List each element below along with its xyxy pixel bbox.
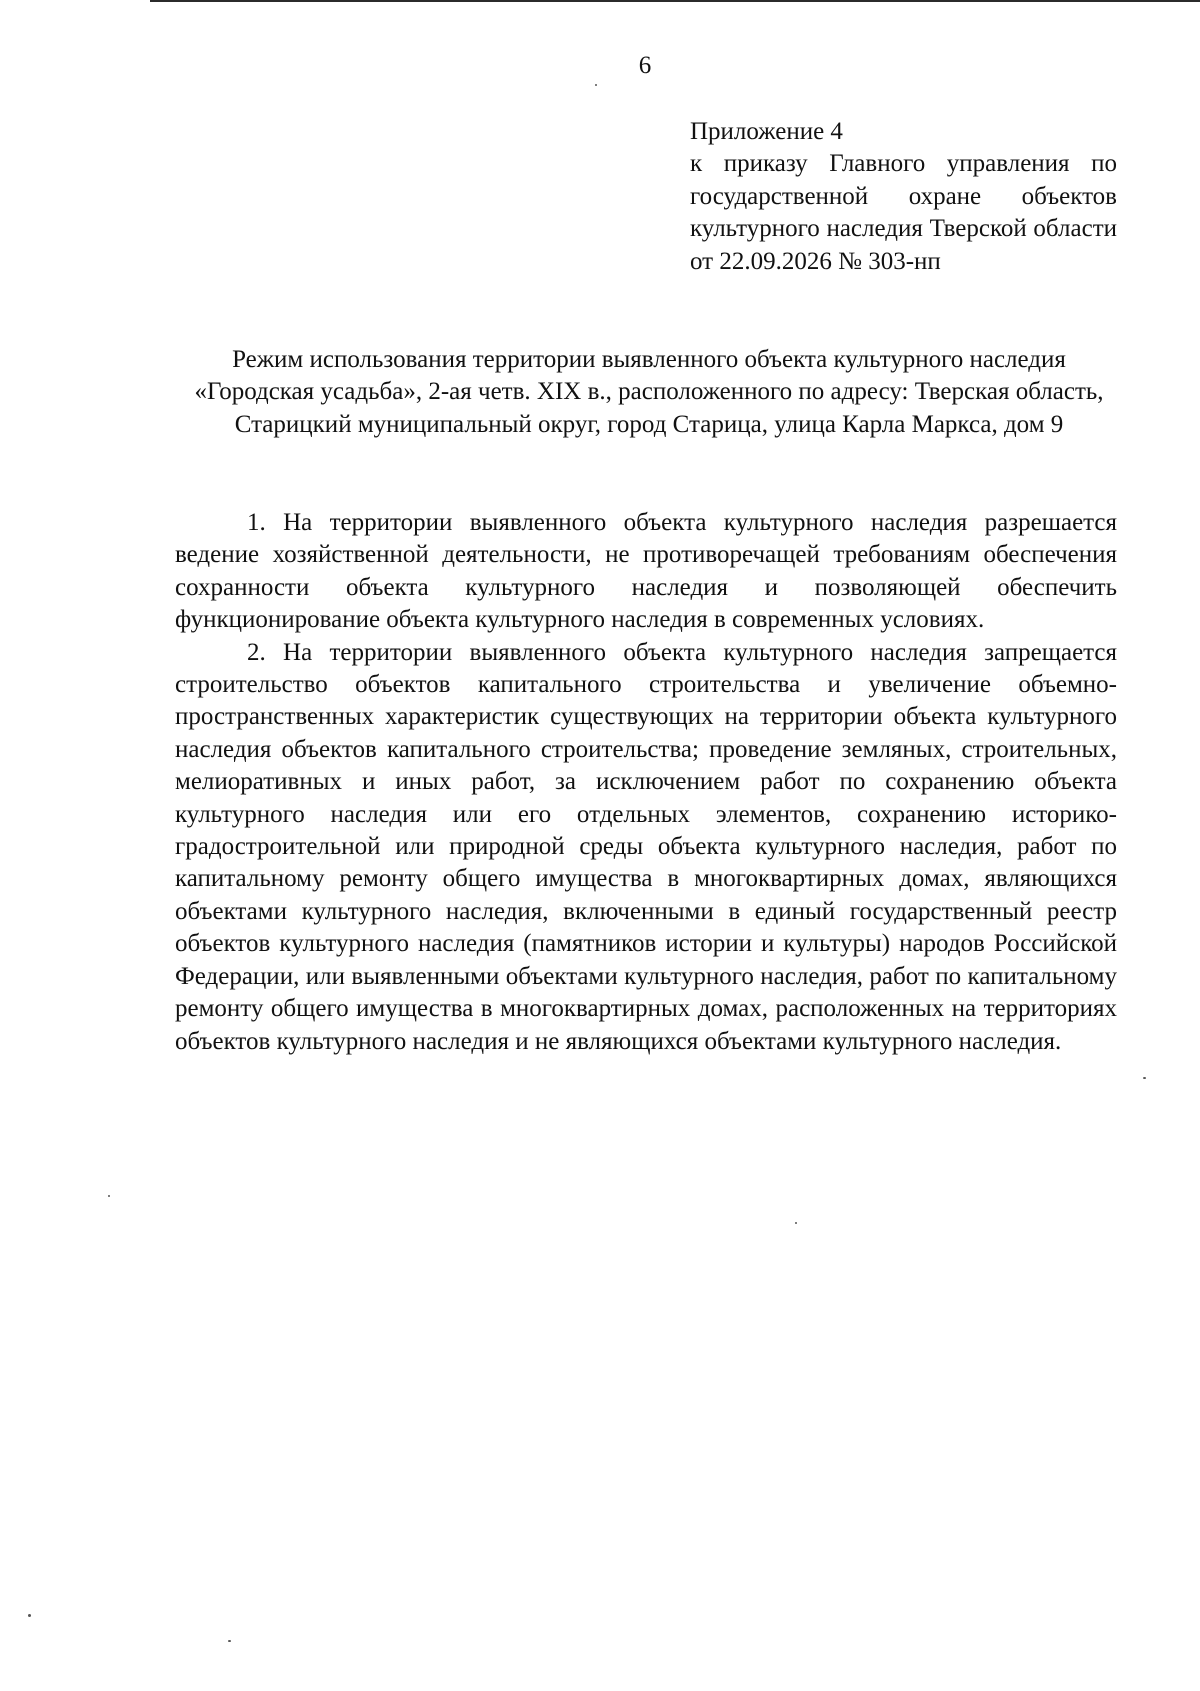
document-body	[175, 507, 1117, 1058]
appendix-title: Приложение 4	[690, 118, 843, 145]
appendix-reference	[690, 116, 1117, 278]
scan-speck	[1143, 1077, 1146, 1079]
paragraph-2: 2. На территории выявленного объекта культурного наследия запрещается строительство объектов капитального строительства и увеличение объемно-пространственных характеристик существующих на территории объекта культурного наследия объектов капитального строительства; проведение земляных, строительных, мелиоративных и иных работ, за исключением работ по сохранению объекта культурного наследия или его отдельных элементов, сохранению историко-градостроительной или природной среды объекта культурного наследия, работ по капитальному ремонту общего имущества в многоквартирных домах, являющихся объектами культурного наследия, включенными в единый государственный реестр объектов культурного наследия (памятников истории и культуры) народов Российской Федерации, или выявленными объектами культурного наследия, работ по капитальному ремонту общего имущества в многоквартирных домах, расположенных на территориях объектов культурного наследия и не являющихся объектами культурного наследия.	[175, 638, 1117, 1055]
scan-speck	[595, 84, 597, 86]
paragraph-1: 1. На территории выявленного объекта культурного наследия разрешается ведение хозяйственной деятельности, не противоречащей требованиям обеспечения сохранности объекта культурного наследия и позволяющей обеспечить функционирование объекта культурного наследия в современных условиях.	[175, 509, 1117, 634]
scan-speck	[28, 1614, 31, 1617]
scan-speck	[108, 1195, 110, 1197]
scan-speck	[795, 1222, 797, 1224]
appendix-order-reference: к приказу Главного управления по государственной охране объектов культурного наследия Тверской области от 22.09.2026 № 303-нп	[690, 150, 1117, 275]
document-heading: Режим использования территории выявленного объекта культурного наследия «Городская усадьба», 2-ая четв. XIX в., расположенного по адресу: Тверская область, Старицкий муниципальный округ, город Старица, улица Карла Маркса, дом 9	[194, 346, 1104, 438]
scan-speck	[228, 1640, 231, 1642]
page-number: 6	[638, 52, 652, 79]
scan-top-edge	[150, 0, 1200, 2]
